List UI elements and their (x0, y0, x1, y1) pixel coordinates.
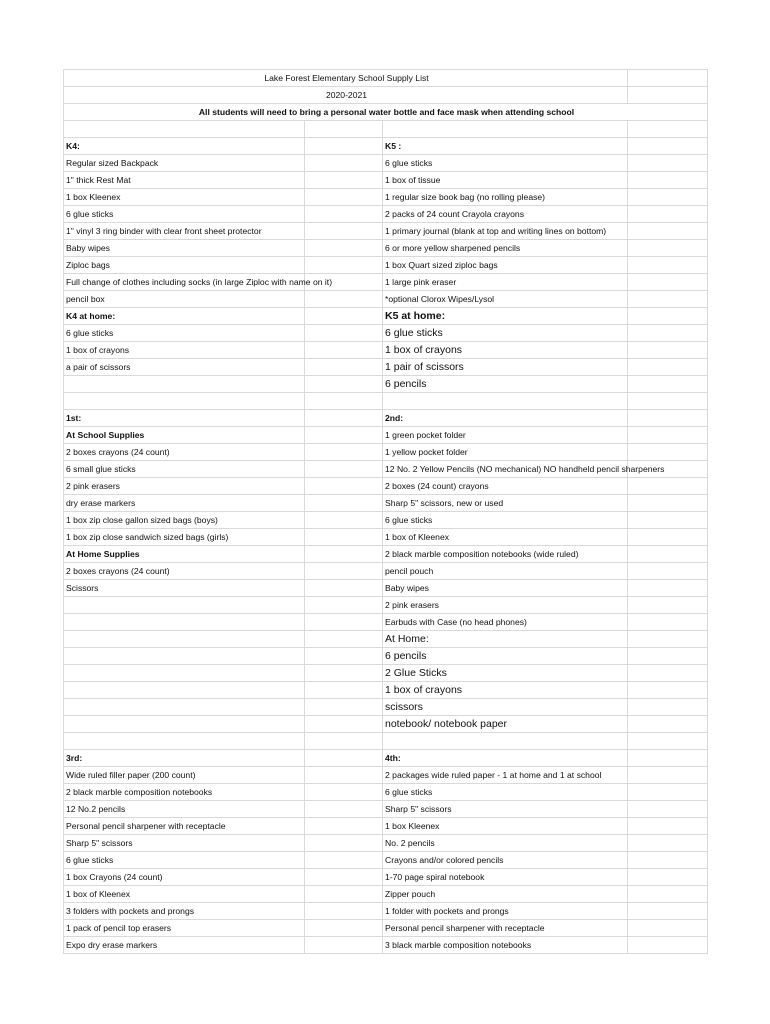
left-item-cell: 6 glue sticks (64, 852, 305, 869)
empty-cell (305, 682, 383, 699)
empty-cell (305, 189, 383, 206)
empty-cell (628, 614, 708, 631)
empty-cell (628, 716, 708, 733)
empty-cell (305, 138, 383, 155)
table-row (64, 597, 708, 614)
table-row (64, 223, 708, 240)
empty-cell (305, 427, 383, 444)
left-item-cell: 1 box of Kleenex (64, 886, 305, 903)
empty-cell (305, 716, 383, 733)
right-item-cell: 1 regular size book bag (no rolling please) (383, 189, 628, 206)
left-item-cell: 6 glue sticks (64, 206, 305, 223)
left-item-cell: Sharp 5" scissors (64, 835, 305, 852)
left-item-cell: 2 boxes crayons (24 count) (64, 444, 305, 461)
empty-cell (305, 937, 383, 954)
empty-cell (628, 852, 708, 869)
table-row (64, 716, 708, 733)
right-item-cell: scissors (383, 699, 628, 716)
table-row (64, 478, 708, 495)
empty-cell (628, 359, 708, 376)
right-item-cell: At Home: (383, 631, 628, 648)
right-item-cell: 2 black marble composition notebooks (wide ruled) (383, 546, 628, 563)
right-item-cell: 1 yellow pocket folder (383, 444, 628, 461)
spacer-row (64, 393, 708, 410)
table-row (64, 461, 708, 478)
table-row (64, 682, 708, 699)
empty-cell (628, 648, 708, 665)
empty-cell (628, 427, 708, 444)
right-item-cell: 6 pencils (383, 648, 628, 665)
empty-cell (305, 835, 383, 852)
left-item-cell: 6 glue sticks (64, 325, 305, 342)
left-item-cell (64, 682, 305, 699)
empty-cell (305, 784, 383, 801)
table-row (64, 206, 708, 223)
right-item-cell: *optional Clorox Wipes/Lysol (383, 291, 628, 308)
empty-cell (628, 410, 708, 427)
empty-cell (628, 835, 708, 852)
empty-cell (628, 291, 708, 308)
right-item-cell: 1 box of crayons (383, 342, 628, 359)
right-item-cell: 6 glue sticks (383, 325, 628, 342)
table-row (64, 580, 708, 597)
left-item-cell (64, 699, 305, 716)
left-item-cell (64, 614, 305, 631)
table-row (64, 138, 708, 155)
supply-list-table (63, 69, 708, 954)
empty-cell (628, 376, 708, 393)
table-row (64, 546, 708, 563)
empty-cell (628, 223, 708, 240)
empty-cell (628, 869, 708, 886)
spreadsheet (63, 69, 707, 954)
left-item-cell: Scissors (64, 580, 305, 597)
right-item-cell: 1 box Kleenex (383, 818, 628, 835)
right-item-cell: 6 glue sticks (383, 784, 628, 801)
table-row (64, 750, 708, 767)
empty-cell (305, 818, 383, 835)
empty-cell (628, 189, 708, 206)
empty-cell (64, 121, 305, 138)
right-item-cell: Zipper pouch (383, 886, 628, 903)
empty-cell (305, 920, 383, 937)
table-row (64, 427, 708, 444)
empty-cell (628, 750, 708, 767)
right-item-cell: 1 folder with pockets and prongs (383, 903, 628, 920)
right-item-cell: Baby wipes (383, 580, 628, 597)
empty-cell (305, 291, 383, 308)
right-item-cell: 1 green pocket folder (383, 427, 628, 444)
spacer-row (64, 121, 708, 138)
empty-cell (305, 121, 383, 138)
empty-cell (628, 920, 708, 937)
empty-cell (305, 376, 383, 393)
left-item-cell (64, 648, 305, 665)
right-item-cell: 2 packages wide ruled paper - 1 at home and 1 at school (383, 767, 628, 784)
left-item-cell (64, 597, 305, 614)
table-row (64, 801, 708, 818)
school-year: 2020-2021 (64, 87, 628, 104)
empty-cell (628, 70, 708, 87)
empty-cell (305, 325, 383, 342)
empty-cell (305, 206, 383, 223)
empty-cell (305, 699, 383, 716)
empty-cell (64, 733, 305, 750)
empty-cell (305, 155, 383, 172)
empty-cell (628, 155, 708, 172)
left-item-cell: At Home Supplies (64, 546, 305, 563)
empty-cell (628, 733, 708, 750)
left-item-cell: 1" vinyl 3 ring binder with clear front sheet protector (64, 223, 305, 240)
right-item-cell: 4th: (383, 750, 628, 767)
left-item-cell: 2 pink erasers (64, 478, 305, 495)
right-item-cell: 1 pair of scissors (383, 359, 628, 376)
empty-cell (383, 393, 628, 410)
table-row (64, 444, 708, 461)
table-row (64, 784, 708, 801)
left-item-cell: 12 No.2 pencils (64, 801, 305, 818)
empty-cell (305, 869, 383, 886)
table-row (64, 614, 708, 631)
table-row (64, 342, 708, 359)
empty-cell (628, 597, 708, 614)
empty-cell (628, 546, 708, 563)
table-row (64, 886, 708, 903)
right-item-cell: No. 2 pencils (383, 835, 628, 852)
empty-cell (628, 121, 708, 138)
table-row (64, 699, 708, 716)
right-item-cell: K5 : (383, 138, 628, 155)
left-item-cell (64, 665, 305, 682)
table-row (64, 903, 708, 920)
empty-cell (628, 784, 708, 801)
table-row (64, 563, 708, 580)
table-row (64, 308, 708, 325)
right-item-cell: 1 large pink eraser (383, 274, 628, 291)
left-item-cell: 2 black marble composition notebooks (64, 784, 305, 801)
empty-cell (305, 512, 383, 529)
empty-cell (305, 342, 383, 359)
empty-cell (305, 852, 383, 869)
empty-cell (305, 733, 383, 750)
empty-cell (305, 750, 383, 767)
empty-cell (305, 903, 383, 920)
empty-cell (305, 410, 383, 427)
empty-cell (305, 172, 383, 189)
right-item-cell: pencil pouch (383, 563, 628, 580)
left-item-cell: 2 boxes crayons (24 count) (64, 563, 305, 580)
empty-cell (305, 614, 383, 631)
table-row (64, 529, 708, 546)
table-row (64, 410, 708, 427)
empty-cell (305, 240, 383, 257)
empty-cell (305, 546, 383, 563)
empty-cell (305, 665, 383, 682)
left-item-cell (64, 631, 305, 648)
empty-cell (628, 342, 708, 359)
right-item-cell: Crayons and/or colored pencils (383, 852, 628, 869)
empty-cell (305, 580, 383, 597)
left-item-cell: 1st: (64, 410, 305, 427)
table-row (64, 325, 708, 342)
right-item-cell: 2 Glue Sticks (383, 665, 628, 682)
right-item-cell: Personal pencil sharpener with receptacle (383, 920, 628, 937)
table-row (64, 291, 708, 308)
table-row (64, 376, 708, 393)
right-item-cell: 1 box of Kleenex (383, 529, 628, 546)
empty-cell (628, 512, 708, 529)
empty-cell (305, 529, 383, 546)
left-item-cell: pencil box (64, 291, 305, 308)
right-item-cell: 12 No. 2 Yellow Pencils (NO mechanical) NO handheld pencil sharpeners (383, 461, 628, 478)
right-item-cell: Sharp 5" scissors, new or used (383, 495, 628, 512)
empty-cell (628, 886, 708, 903)
empty-cell (305, 563, 383, 580)
right-item-cell: 1-70 page spiral notebook (383, 869, 628, 886)
empty-cell (305, 461, 383, 478)
empty-cell (628, 682, 708, 699)
left-item-cell: Full change of clothes including socks (in large Ziploc with name on it) (64, 274, 305, 291)
right-item-cell: 1 box of tissue (383, 172, 628, 189)
empty-cell (628, 393, 708, 410)
right-item-cell: K5 at home: (383, 308, 628, 325)
empty-cell (628, 529, 708, 546)
table-row (64, 648, 708, 665)
empty-cell (305, 767, 383, 784)
left-item-cell (64, 376, 305, 393)
empty-cell (628, 495, 708, 512)
empty-cell (628, 903, 708, 920)
empty-cell (383, 121, 628, 138)
left-item-cell: At School Supplies (64, 427, 305, 444)
empty-cell (628, 444, 708, 461)
empty-cell (383, 733, 628, 750)
left-item-cell: 1 box Crayons (24 count) (64, 869, 305, 886)
right-item-cell: 6 or more yellow sharpened pencils (383, 240, 628, 257)
table-row (64, 155, 708, 172)
empty-cell (628, 563, 708, 580)
table-row (64, 274, 708, 291)
right-item-cell: Earbuds with Case (no head phones) (383, 614, 628, 631)
left-item-cell: 1 box of crayons (64, 342, 305, 359)
empty-cell (305, 597, 383, 614)
right-item-cell: 2 packs of 24 count Crayola crayons (383, 206, 628, 223)
left-item-cell (64, 716, 305, 733)
table-row (64, 767, 708, 784)
table-row (64, 512, 708, 529)
left-item-cell: 1 pack of pencil top erasers (64, 920, 305, 937)
right-item-cell: 3 black marble composition notebooks (383, 937, 628, 954)
empty-cell (305, 801, 383, 818)
left-item-cell: dry erase markers (64, 495, 305, 512)
empty-cell (305, 444, 383, 461)
right-item-cell: 1 box of crayons (383, 682, 628, 699)
empty-cell (305, 495, 383, 512)
empty-cell (628, 699, 708, 716)
empty-cell (628, 767, 708, 784)
left-item-cell: 6 small glue sticks (64, 461, 305, 478)
empty-cell (628, 240, 708, 257)
right-item-cell: 1 box Quart sized ziploc bags (383, 257, 628, 274)
empty-cell (628, 325, 708, 342)
empty-cell (628, 138, 708, 155)
right-item-cell: 2 boxes (24 count) crayons (383, 478, 628, 495)
empty-cell (628, 580, 708, 597)
empty-cell (628, 206, 708, 223)
table-row (64, 172, 708, 189)
right-item-cell: 6 glue sticks (383, 155, 628, 172)
left-item-cell: 1 box zip close gallon sized bags (boys) (64, 512, 305, 529)
empty-cell (305, 648, 383, 665)
table-row (64, 189, 708, 206)
right-item-cell: 1 primary journal (blank at top and writing lines on bottom) (383, 223, 628, 240)
left-item-cell: K4 at home: (64, 308, 305, 325)
empty-cell (305, 631, 383, 648)
table-row (64, 818, 708, 835)
table-row (64, 359, 708, 376)
empty-cell (64, 393, 305, 410)
right-item-cell: Sharp 5" scissors (383, 801, 628, 818)
empty-cell (305, 223, 383, 240)
left-item-cell: Regular sized Backpack (64, 155, 305, 172)
table-row (64, 665, 708, 682)
table-row (64, 240, 708, 257)
left-item-cell: Expo dry erase markers (64, 937, 305, 954)
right-item-cell: notebook/ notebook paper (383, 716, 628, 733)
empty-cell (628, 87, 708, 104)
empty-cell (628, 631, 708, 648)
empty-cell (628, 937, 708, 954)
left-item-cell: K4: (64, 138, 305, 155)
empty-cell (305, 308, 383, 325)
left-item-cell: 1 box zip close sandwich sized bags (girls) (64, 529, 305, 546)
left-item-cell: Wide ruled filler paper (200 count) (64, 767, 305, 784)
left-item-cell: Baby wipes (64, 240, 305, 257)
empty-cell (628, 801, 708, 818)
table-row (64, 920, 708, 937)
left-item-cell: 3 folders with pockets and prongs (64, 903, 305, 920)
list-title: Lake Forest Elementary School Supply List (64, 70, 628, 87)
spacer-row (64, 733, 708, 750)
empty-cell (628, 257, 708, 274)
table-row (64, 835, 708, 852)
table-row (64, 869, 708, 886)
empty-cell (628, 818, 708, 835)
right-item-cell: 2 pink erasers (383, 597, 628, 614)
empty-cell (628, 665, 708, 682)
left-item-cell: 3rd: (64, 750, 305, 767)
empty-cell (305, 478, 383, 495)
left-item-cell: Ziploc bags (64, 257, 305, 274)
table-row (64, 631, 708, 648)
right-item-cell: 6 pencils (383, 376, 628, 393)
empty-cell (628, 172, 708, 189)
table-row (64, 937, 708, 954)
right-item-cell: 6 glue sticks (383, 512, 628, 529)
left-item-cell: 1 box Kleenex (64, 189, 305, 206)
empty-cell (628, 308, 708, 325)
table-row (64, 495, 708, 512)
left-item-cell: Personal pencil sharpener with receptacle (64, 818, 305, 835)
empty-cell (305, 393, 383, 410)
left-item-cell: a pair of scissors (64, 359, 305, 376)
empty-cell (305, 886, 383, 903)
table-row (64, 257, 708, 274)
empty-cell (628, 478, 708, 495)
empty-cell (305, 359, 383, 376)
right-item-cell: 2nd: (383, 410, 628, 427)
table-row (64, 852, 708, 869)
water-bottle-mask-note: All students will need to bring a personal water bottle and face mask when attending school (64, 104, 708, 121)
left-item-cell: 1" thick Rest Mat (64, 172, 305, 189)
empty-cell (628, 274, 708, 291)
empty-cell (305, 257, 383, 274)
